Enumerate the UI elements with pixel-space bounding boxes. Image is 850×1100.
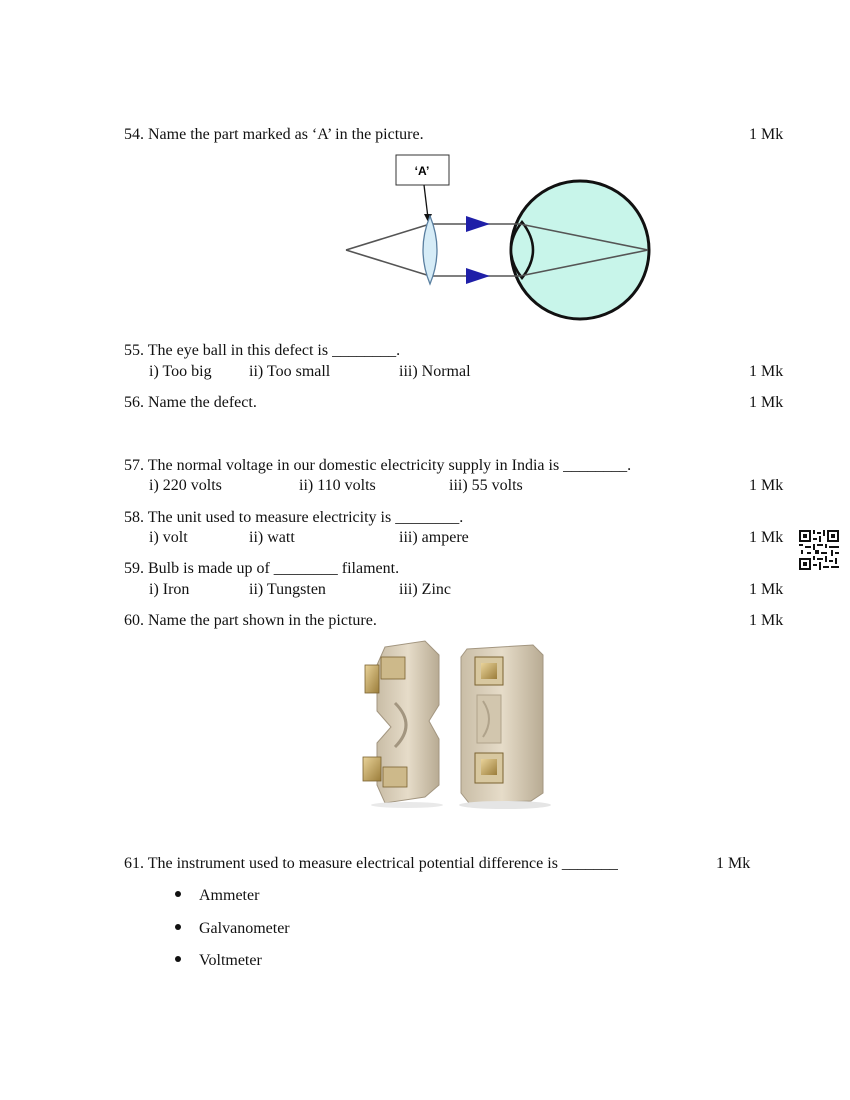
question-57-marks: 1 Mk <box>749 477 784 494</box>
question-56-marks: 1 Mk <box>749 394 784 411</box>
label-pointer <box>424 185 428 218</box>
ray-upper-in <box>346 224 430 250</box>
ray-arrow-lower <box>466 268 490 284</box>
question-54-text: 54. Name the part marked as ‘A’ in the picture. <box>124 126 424 143</box>
question-61-text: 61. The instrument used to measure electrical potential difference is _______ <box>124 855 618 872</box>
fuse-carrier-image <box>355 635 565 810</box>
label-a-text: ‘A’ <box>414 164 430 178</box>
question-59-option-1: i) Iron <box>149 581 190 598</box>
eye-lens-diagram <box>340 152 660 322</box>
question-55-option-1: i) Too big <box>149 363 212 380</box>
question-55-option-3: iii) Normal <box>399 363 471 380</box>
question-58-option-1: i) volt <box>149 529 188 546</box>
question-56-text: 56. Name the defect. <box>124 394 257 411</box>
qr-code-image <box>799 530 839 570</box>
question-57-option-1: i) 220 volts <box>149 477 222 494</box>
question-58-option-2: ii) watt <box>249 529 295 546</box>
option-label: Voltmeter <box>199 952 262 969</box>
ray-arrow-upper <box>466 216 490 232</box>
question-55-option-2: ii) Too small <box>249 363 331 380</box>
question-55-marks: 1 Mk <box>749 363 784 380</box>
question-61-marks: 1 Mk <box>716 855 751 872</box>
question-61-option-2 <box>175 919 290 939</box>
ray-lower-in <box>346 250 430 276</box>
question-59-marks: 1 Mk <box>749 581 784 598</box>
question-61-option-3 <box>175 951 262 971</box>
question-54-marks: 1 Mk <box>749 126 784 143</box>
question-55-text: 55. The eye ball in this defect is ________. <box>124 342 401 359</box>
question-60-marks: 1 Mk <box>749 612 784 629</box>
question-57-option-2: ii) 110 volts <box>299 477 376 494</box>
question-59-option-2: ii) Tungsten <box>249 581 326 598</box>
question-57-option-3: iii) 55 volts <box>449 477 523 494</box>
question-61-option-1 <box>175 886 259 906</box>
question-58-text: 58. The unit used to measure electricity is ________. <box>124 509 464 526</box>
question-59-text: 59. Bulb is made up of ________ filament. <box>124 560 400 577</box>
question-58-option-3: iii) ampere <box>399 529 469 546</box>
bullet-icon <box>175 924 181 930</box>
option-label: Ammeter <box>199 887 260 904</box>
question-59-option-3: iii) Zinc <box>399 581 451 598</box>
question-60-text: 60. Name the part shown in the picture. <box>124 612 377 629</box>
bullet-icon <box>175 956 181 962</box>
bullet-icon <box>175 891 181 897</box>
question-57-text: 57. The normal voltage in our domestic electricity supply in India is ________. <box>124 457 632 474</box>
question-58-marks: 1 Mk <box>749 529 784 546</box>
option-label: Galvanometer <box>199 920 290 937</box>
